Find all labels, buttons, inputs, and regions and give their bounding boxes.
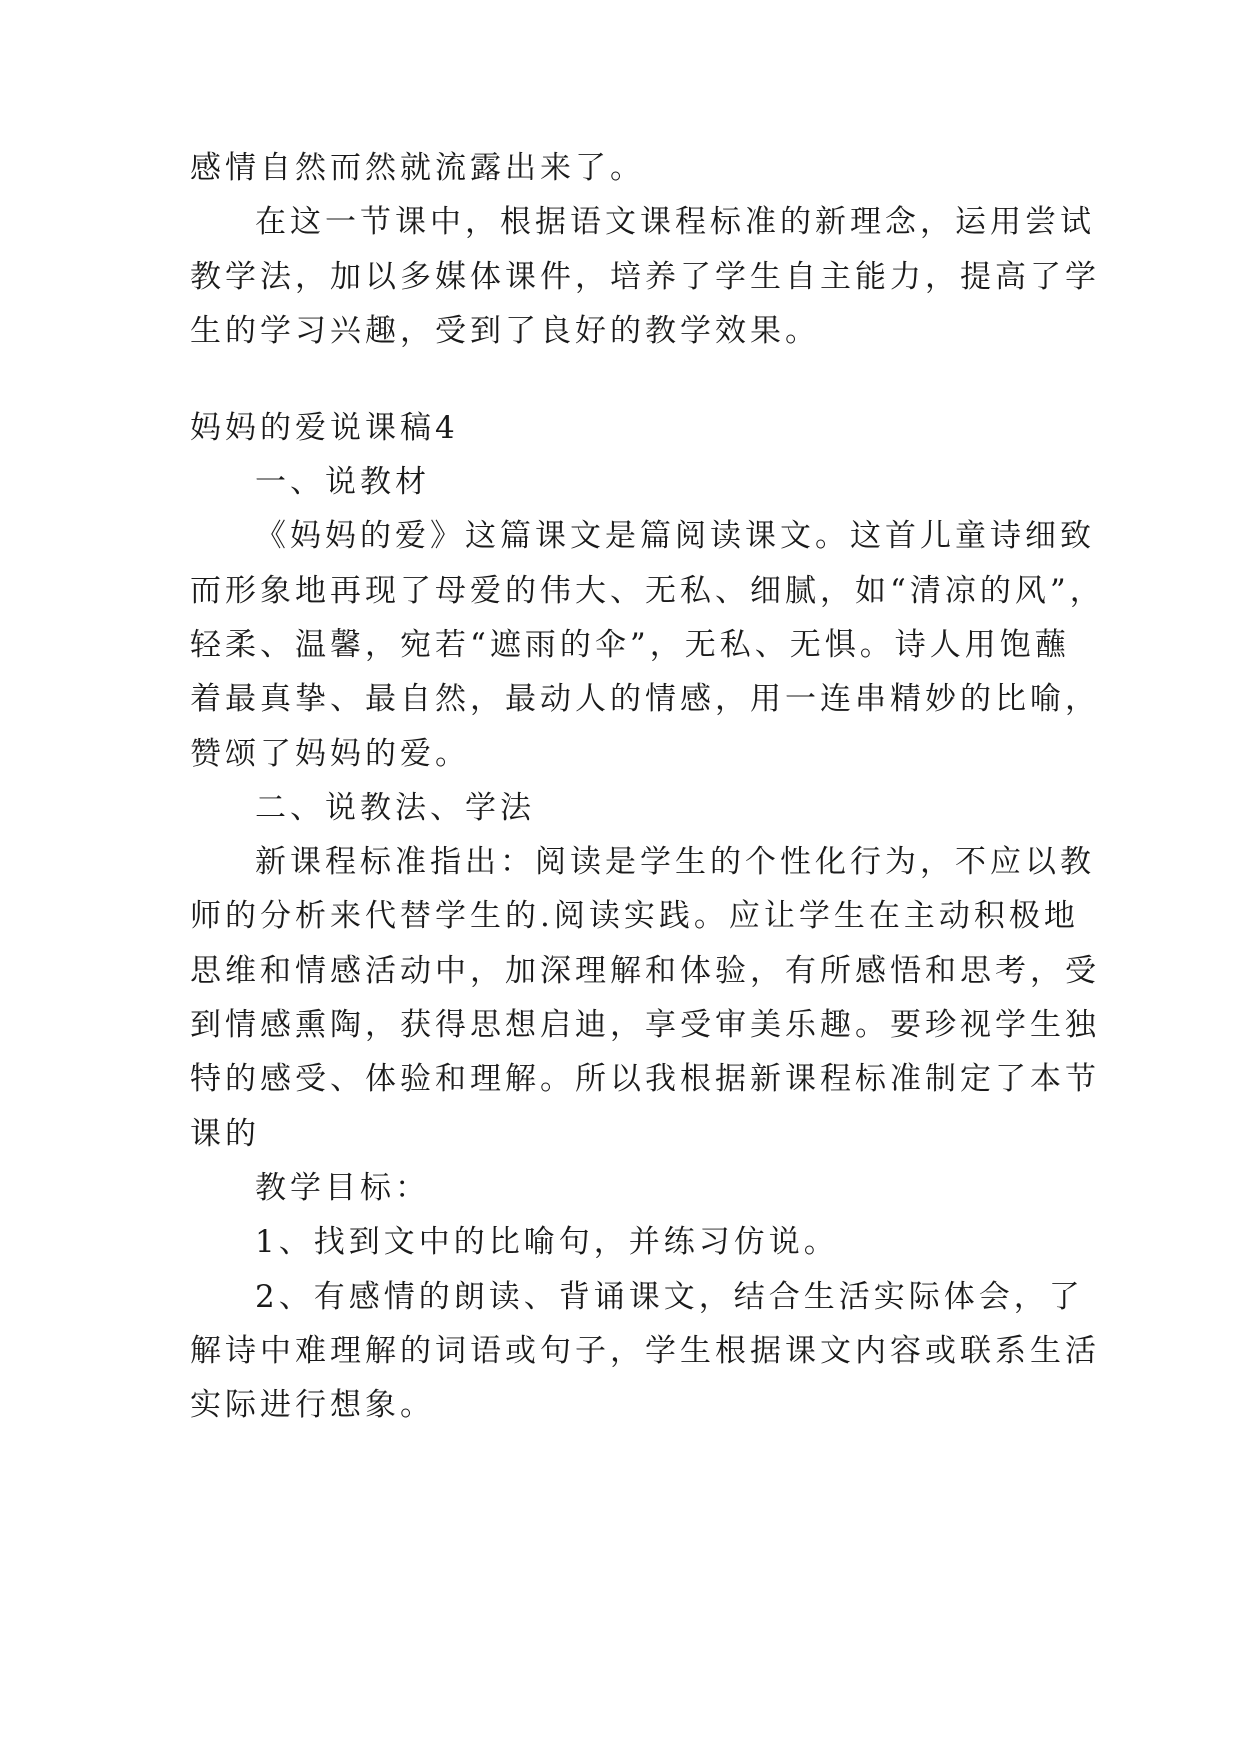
paragraph-line: 新课程标准指出：阅读是学生的个性化行为，不应以教 bbox=[255, 844, 1095, 880]
paragraph-line: 特的感受、体验和理解。所以我根据新课程标准制定了本节 bbox=[190, 1061, 1100, 1097]
heading-teaching-methods: 二、说教法、学法 bbox=[255, 790, 535, 826]
objective-item: 2、有感情的朗读、背诵课文，结合生活实际体会，了 bbox=[255, 1279, 1084, 1315]
paragraph-line: 师的分析来代替学生的.阅读实践。应让学生在主动积极地 bbox=[190, 898, 1079, 934]
objectives-label: 教学目标： bbox=[255, 1170, 430, 1206]
paragraph-line: 教学法，加以多媒体课件，培养了学生自主能力，提高了学 bbox=[190, 259, 1100, 295]
paragraph-line: 着最真挚、最自然，最动人的情感，用一连串精妙的比喻， bbox=[190, 681, 1100, 717]
paragraph-line: 生的学习兴趣，受到了良好的教学效果。 bbox=[190, 313, 820, 349]
paragraph-line: 实际进行想象。 bbox=[190, 1387, 435, 1423]
paragraph-line: 解诗中难理解的词语或句子，学生根据课文内容或联系生活 bbox=[190, 1333, 1100, 1369]
paragraph-line: 课的 bbox=[190, 1116, 260, 1152]
heading-teaching-material: 一、说教材 bbox=[255, 464, 430, 500]
paragraph-line: 轻柔、温馨，宛若“遮雨的伞”，无私、无惧。诗人用饱蘸 bbox=[190, 627, 1070, 663]
objective-item: 1、找到文中的比喻句，并练习仿说。 bbox=[255, 1224, 839, 1260]
paragraph-line: 《妈妈的爱》这篇课文是篇阅读课文。这首儿童诗细致 bbox=[255, 518, 1095, 554]
paragraph-line: 赞颂了妈妈的爱。 bbox=[190, 736, 470, 772]
paragraph-line: 感情自然而然就流露出来了。 bbox=[190, 150, 645, 186]
paragraph-line: 而形象地再现了母爱的伟大、无私、细腻，如“清凉的风”， bbox=[190, 573, 1105, 609]
paragraph-line: 到情感熏陶，获得思想启迪，享受审美乐趣。要珍视学生独 bbox=[190, 1007, 1100, 1043]
section-title: 妈妈的爱说课稿4 bbox=[190, 410, 459, 446]
paragraph-line: 在这一节课中，根据语文课程标准的新理念，运用尝试 bbox=[255, 204, 1095, 240]
paragraph-line: 思维和情感活动中，加深理解和体验，有所感悟和思考，受 bbox=[190, 953, 1100, 989]
